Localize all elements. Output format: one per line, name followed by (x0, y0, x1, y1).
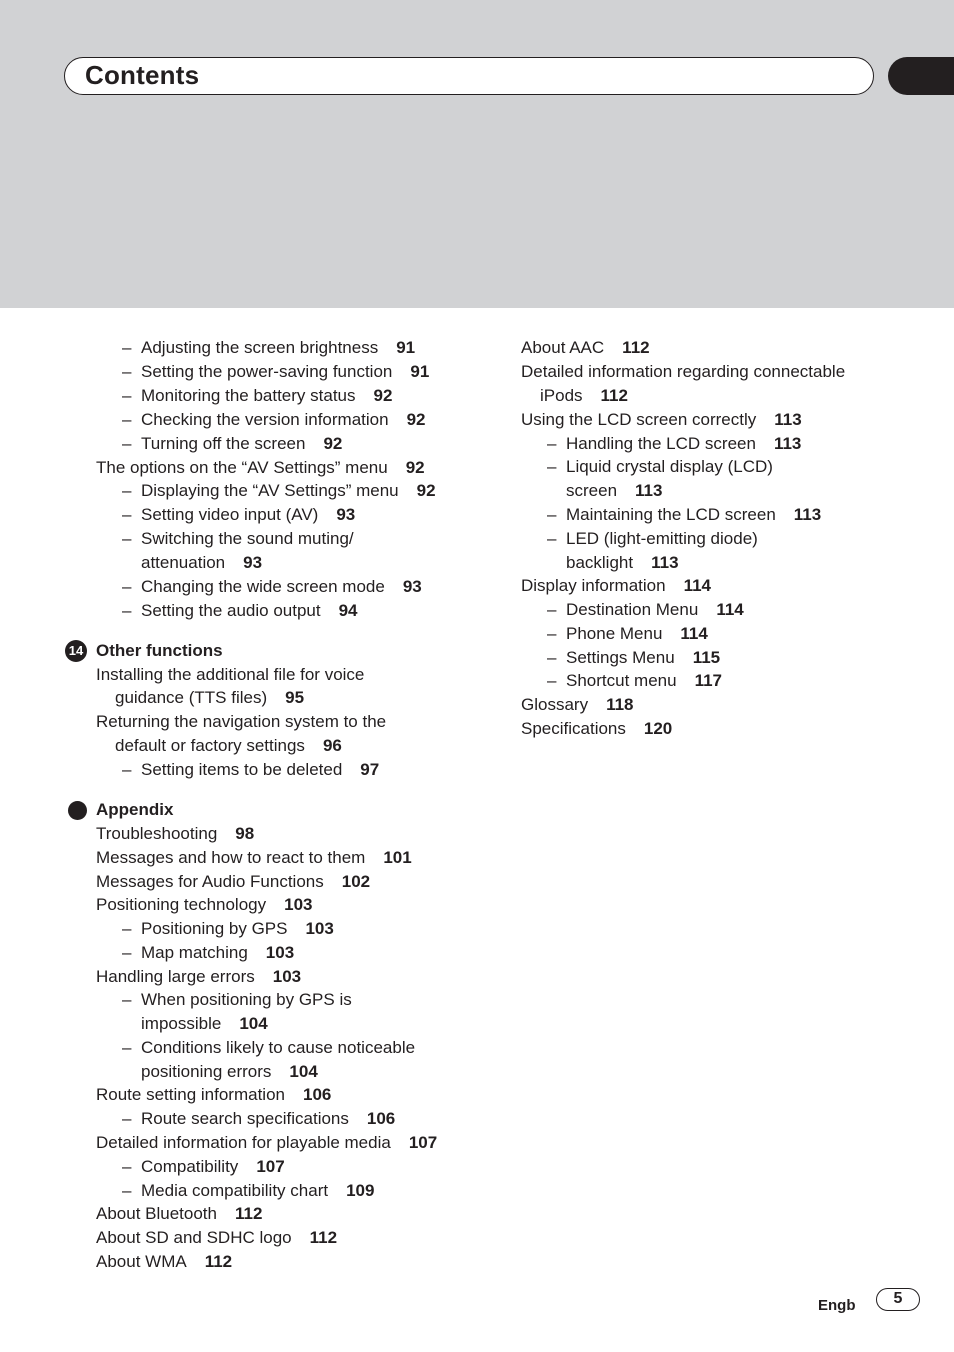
toc-entry[interactable]: – Settings Menu 115 (547, 648, 721, 667)
toc-entry-continued[interactable]: iPods 112 (540, 386, 628, 405)
toc-entry[interactable]: – Switching the sound muting/ (122, 529, 354, 548)
toc-entry[interactable]: About SD and SDHC logo 112 (96, 1228, 338, 1247)
toc-entry[interactable]: The options on the “AV Settings” menu 92 (96, 458, 425, 477)
toc-entry[interactable]: – Displaying the “AV Settings” menu 92 (122, 481, 436, 500)
toc-entry[interactable]: – When positioning by GPS is (122, 990, 352, 1009)
toc-entry[interactable]: – Monitoring the battery status 92 (122, 386, 393, 405)
toc-entry[interactable]: Display information 114 (521, 576, 711, 595)
toc-entry-continued[interactable]: attenuation 93 (141, 553, 263, 572)
toc-entry[interactable]: About Bluetooth 112 (96, 1204, 263, 1223)
toc-entry[interactable]: – Turning off the screen 92 (122, 434, 343, 453)
toc-entry[interactable]: Returning the navigation system to the (96, 712, 387, 731)
section-number-badge: 14 (65, 640, 87, 662)
toc-entry-continued[interactable]: default or factory settings 96 (115, 736, 342, 755)
toc-entry-continued[interactable]: guidance (TTS files) 95 (115, 688, 305, 707)
toc-entry[interactable]: Messages and how to react to them 101 (96, 848, 412, 867)
section-heading-other-functions[interactable]: Other functions (96, 641, 223, 660)
toc-entry[interactable]: – Compatibility 107 (122, 1157, 285, 1176)
toc-entry[interactable]: – Media compatibility chart 109 (122, 1181, 375, 1200)
toc-entry[interactable]: – Checking the version information 92 (122, 410, 426, 429)
toc-entry[interactable]: – Changing the wide screen mode 93 (122, 577, 422, 596)
language-label: Engb (818, 1297, 856, 1314)
toc-entry[interactable]: Messages for Audio Functions 102 (96, 872, 371, 891)
toc-entry[interactable]: – Maintaining the LCD screen 113 (547, 505, 822, 524)
page-number: 5 (876, 1288, 920, 1311)
toc-entry[interactable]: – Adjusting the screen brightness 91 (122, 338, 416, 357)
toc-entry-continued[interactable]: positioning errors 104 (141, 1062, 318, 1081)
toc-entry[interactable]: – Route search specifications 106 (122, 1109, 396, 1128)
toc-entry[interactable]: – Liquid crystal display (LCD) (547, 457, 773, 476)
toc-entry[interactable]: Glossary 118 (521, 695, 634, 714)
toc-entry[interactable]: – Setting video input (AV) 93 (122, 505, 356, 524)
toc-entry[interactable]: – Map matching 103 (122, 943, 295, 962)
toc-entry-continued[interactable]: backlight 113 (566, 553, 679, 572)
toc-entry[interactable]: Installing the additional file for voice (96, 665, 365, 684)
toc-entry[interactable]: Using the LCD screen correctly 113 (521, 410, 802, 429)
header-band (0, 0, 954, 308)
toc-entry[interactable]: Detailed information regarding connectable (521, 362, 846, 381)
toc-entry[interactable]: – Destination Menu 114 (547, 600, 744, 619)
toc-entry[interactable]: Detailed information for playable media 107 (96, 1133, 438, 1152)
toc-entry[interactable]: – Phone Menu 114 (547, 624, 708, 643)
toc-entry[interactable]: – Setting the power-saving function 91 (122, 362, 430, 381)
toc-entry[interactable]: – Setting the audio output 94 (122, 601, 358, 620)
toc-entry[interactable]: About WMA 112 (96, 1252, 233, 1271)
toc-entry[interactable]: Route setting information 106 (96, 1085, 332, 1104)
toc-entry[interactable]: – Setting items to be deleted 97 (122, 760, 380, 779)
toc-entry[interactable]: – LED (light-emitting diode) (547, 529, 758, 548)
toc-entry[interactable]: – Shortcut menu 117 (547, 671, 722, 690)
section-heading-appendix[interactable]: Appendix (96, 800, 174, 819)
toc-entry[interactable]: – Handling the LCD screen 113 (547, 434, 802, 453)
toc-entry[interactable]: About AAC 112 (521, 338, 650, 357)
toc-entry-continued[interactable]: screen 113 (566, 481, 663, 500)
toc-entry[interactable]: Specifications 120 (521, 719, 673, 738)
page-title: Contents (85, 60, 200, 90)
toc-entry[interactable]: Handling large errors 103 (96, 967, 302, 986)
toc-entry[interactable]: Positioning technology 103 (96, 895, 313, 914)
section-tab (888, 57, 954, 95)
toc-entry[interactable]: – Positioning by GPS 103 (122, 919, 334, 938)
toc-entry[interactable]: Troubleshooting 98 (96, 824, 255, 843)
appendix-bullet-icon (68, 801, 87, 820)
toc-entry[interactable]: – Conditions likely to cause noticeable (122, 1038, 416, 1057)
title-frame (64, 57, 874, 95)
toc-entry-continued[interactable]: impossible 104 (141, 1014, 268, 1033)
